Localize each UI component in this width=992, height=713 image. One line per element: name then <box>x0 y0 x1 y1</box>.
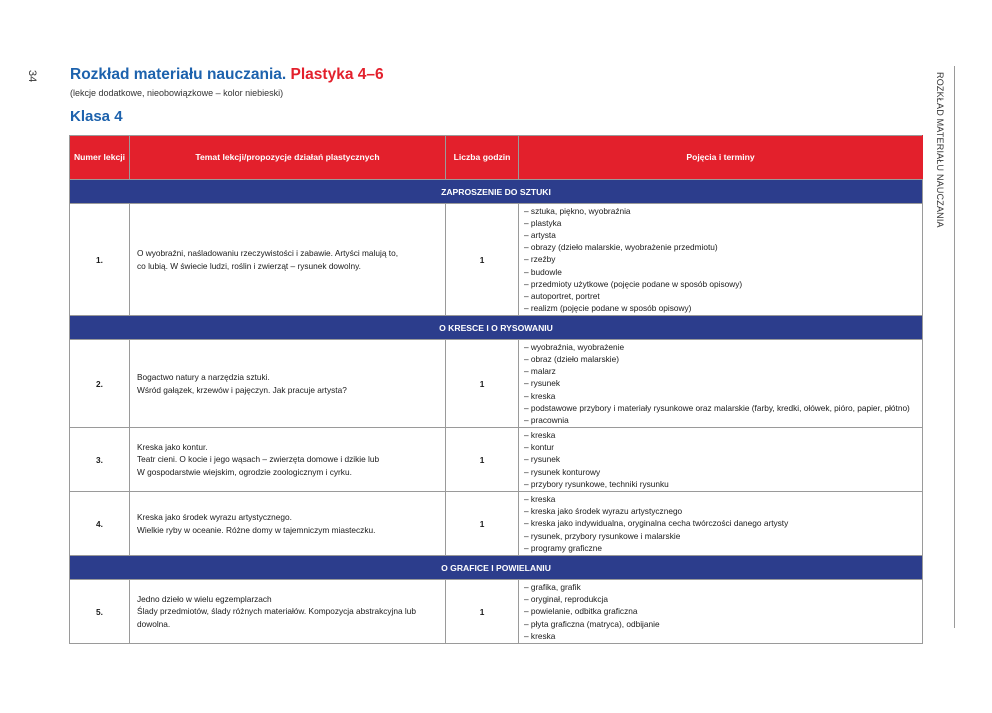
term-item: – podstawowe przybory i materiały rysunkowe oraz malarskie (farby, kredki, ołówek, pióro, papier, płótno) <box>524 402 910 413</box>
curriculum-table <box>69 135 923 644</box>
term-item: – kreska <box>524 390 556 401</box>
topic-line: Jedno dzieło w wielu egzemplarzach <box>137 594 272 605</box>
table-body <box>70 180 923 644</box>
page-title <box>70 66 384 84</box>
lesson-terms <box>519 580 923 644</box>
term-item: – rysunek, przybory rysunkowe i malarskie <box>524 530 681 541</box>
lesson-hours: 1 <box>446 204 519 316</box>
term-item: – rysunek <box>524 454 560 465</box>
term-item: – powielanie, odbitka graficzna <box>524 606 638 617</box>
term-item: – rysunek <box>524 378 560 389</box>
header-terms: Pojęcia i terminy <box>519 136 923 180</box>
header-lesson-topic: Temat lekcji/propozycje działań plastycznych <box>130 136 446 180</box>
lesson-number: 3. <box>70 428 130 492</box>
topic-line: W gospodarstwie wiejskim, ogrodzie zoologicznym i cyrku. <box>137 466 352 477</box>
lesson-row <box>70 580 923 644</box>
title-subject: Plastyka 4–6 <box>290 66 384 83</box>
section-row <box>70 316 923 340</box>
topic-line: O wyobraźni, naśladowaniu rzeczywistości i zabawie. Artyści malują to, <box>137 248 398 259</box>
topic-line: co lubią. W świecie ludzi, roślin i zwierząt – rysunek dowolny. <box>137 260 361 271</box>
term-item: – przybory rysunkowe, techniki rysunku <box>524 478 669 489</box>
lesson-number: 4. <box>70 492 130 556</box>
lesson-topic <box>130 428 446 492</box>
term-item: – rysunek konturowy <box>524 466 601 477</box>
lesson-hours: 1 <box>446 428 519 492</box>
term-item: – pracownia <box>524 414 569 425</box>
lesson-topic <box>130 340 446 428</box>
topic-line: dowolna. <box>137 618 171 629</box>
lesson-topic <box>130 492 446 556</box>
lesson-hours: 1 <box>446 580 519 644</box>
term-item: – budowle <box>524 266 562 277</box>
topic-line: Wielkie ryby w oceanie. Różne domy w tajemniczym miasteczku. <box>137 524 376 535</box>
section-title: ZAPROSZENIE DO SZTUKI <box>70 180 923 204</box>
lesson-terms <box>519 340 923 428</box>
topic-line: Ślady przedmiotów, ślady różnych materiałów. Kompozycja abstrakcyjna lub <box>137 606 416 617</box>
lesson-hours: 1 <box>446 492 519 556</box>
term-item: – autoportret, portret <box>524 290 600 301</box>
class-heading: Klasa 4 <box>70 108 123 125</box>
section-row <box>70 180 923 204</box>
term-item: – oryginał, reprodukcja <box>524 594 608 605</box>
lesson-row <box>70 428 923 492</box>
header-lesson-number: Numer lekcji <box>70 136 130 180</box>
lesson-terms <box>519 428 923 492</box>
term-item: – kreska <box>524 430 556 441</box>
term-item: – obraz (dzieło malarskie) <box>524 354 619 365</box>
term-item: – przedmioty użytkowe (pojęcie podane w sposób opisowy) <box>524 278 743 289</box>
page-number: 34 <box>26 70 38 83</box>
term-item: – grafika, grafik <box>524 582 581 593</box>
term-item: – kreska jako indywidualna, oryginalna cecha twórczości danego artysty <box>524 518 789 529</box>
term-item: – obrazy (dzieło malarskie, wyobrażenie przedmiotu) <box>524 242 718 253</box>
lesson-number: 1. <box>70 204 130 316</box>
lesson-row <box>70 204 923 316</box>
term-item: – kreska <box>524 494 556 505</box>
term-item: – plastyka <box>524 218 562 229</box>
topic-line: Kreska jako środek wyrazu artystycznego. <box>137 512 292 523</box>
lesson-number: 5. <box>70 580 130 644</box>
page-subtitle: (lekcje dodatkowe, nieobowiązkowe – kolor niebieski) <box>70 88 284 98</box>
term-item: – programy graficzne <box>524 542 602 553</box>
term-item: – płyta graficzna (matryca), odbijanie <box>524 618 660 629</box>
lesson-row <box>70 340 923 428</box>
lesson-terms <box>519 492 923 556</box>
header-hours: Liczba godzin <box>446 136 519 180</box>
topic-line: Bogactwo natury a narzędzia sztuki. <box>137 372 270 383</box>
term-item: – kreska <box>524 630 556 641</box>
section-title: O KRESCE I O RYSOWANIU <box>70 316 923 340</box>
lesson-number: 2. <box>70 340 130 428</box>
term-item: – malarz <box>524 366 556 377</box>
table-header-row <box>70 136 923 180</box>
lesson-hours: 1 <box>446 340 519 428</box>
lesson-row <box>70 492 923 556</box>
term-item: – rzeźby <box>524 254 556 265</box>
term-item: – artysta <box>524 230 556 241</box>
term-item: – sztuka, piękno, wyobraźnia <box>524 206 631 217</box>
term-item: – kontur <box>524 442 554 453</box>
side-running-header: ROZKŁAD MATERIAŁU NAUCZANIA <box>935 72 945 228</box>
lesson-topic <box>130 204 446 316</box>
term-item: – wyobraźnia, wyobrażenie <box>524 342 625 353</box>
topic-line: Wśród gałązek, krzewów i pajęczyn. Jak pracuje artysta? <box>137 384 347 395</box>
topic-line: Teatr cieni. O kocie i jego wąsach – zwierzęta domowe i dzikie lub <box>137 454 380 465</box>
lesson-terms <box>519 204 923 316</box>
section-title: O GRAFICE I POWIELANIU <box>70 556 923 580</box>
lesson-topic <box>130 580 446 644</box>
side-divider <box>954 66 955 628</box>
term-item: – realizm (pojęcie podane w sposób opisowy) <box>524 302 692 313</box>
title-main: Rozkład materiału nauczania. <box>70 66 287 83</box>
term-item: – kreska jako środek wyrazu artystycznego <box>524 506 683 517</box>
section-row <box>70 556 923 580</box>
topic-line: Kreska jako kontur. <box>137 442 208 453</box>
